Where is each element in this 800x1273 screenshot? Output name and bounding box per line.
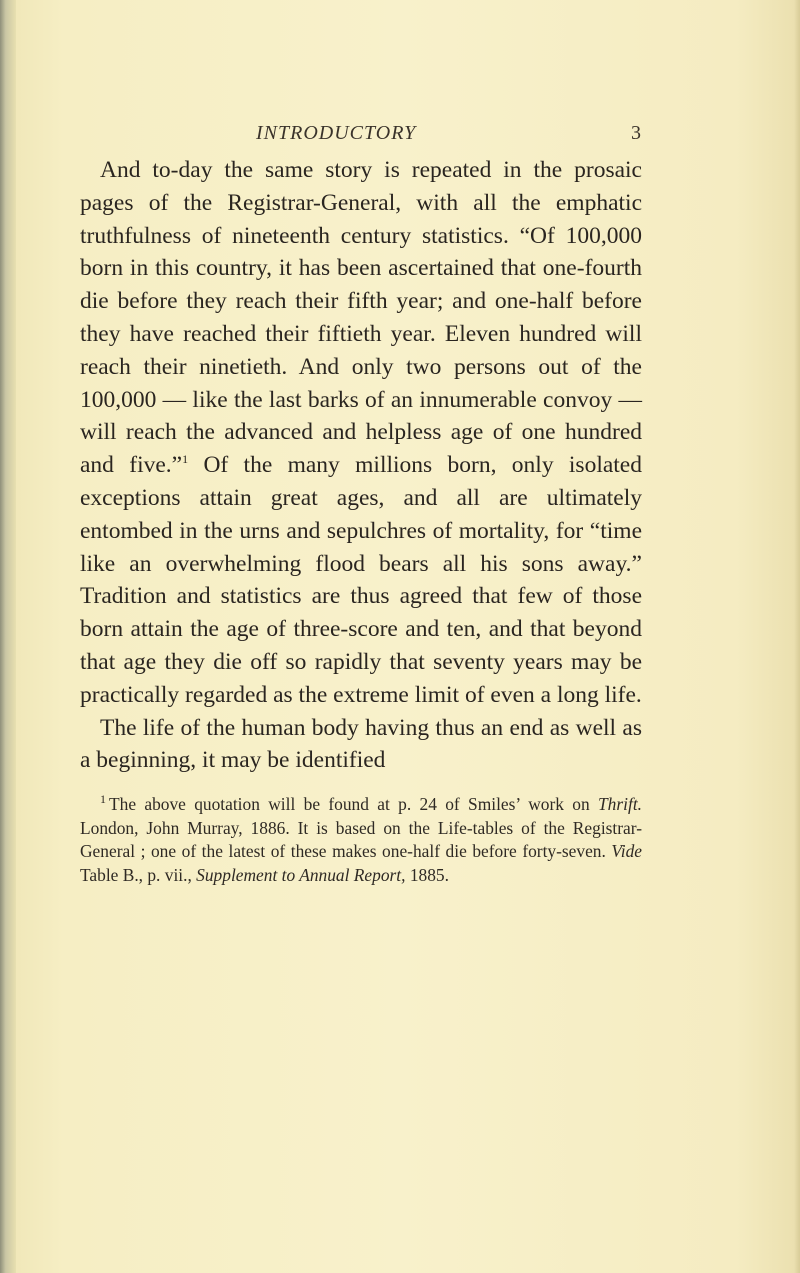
footnote-title-supplement: Supplement to Annual Report, xyxy=(196,864,406,885)
body-text xyxy=(80,154,642,777)
paragraph-2 xyxy=(80,712,642,778)
book-page xyxy=(80,118,642,887)
footnote-text-3: Table B., p. vii., xyxy=(80,864,197,885)
footnote-vide: Vide xyxy=(611,841,642,862)
footnote-1 xyxy=(80,793,642,887)
footnote-mark: 1 xyxy=(100,792,106,807)
paragraph-2-text: The life of the human body having thus an end as well as a beginning, it may be identified xyxy=(80,714,642,774)
footnote-text-2: London, John Murray, 1886. It is based on the Life-tables of the Registrar-General ; one of the latest of these makes one-half die before forty-seven. xyxy=(80,817,642,862)
footnotes xyxy=(80,793,642,887)
footnote-text-1: The above quotation will be found at p. 24 of Smiles’ work on xyxy=(109,794,599,815)
page-number: 3 xyxy=(631,122,642,144)
page-right-edge xyxy=(794,0,800,1273)
paragraph-1 xyxy=(80,154,642,712)
footnote-reference: 1 xyxy=(182,452,189,467)
footnote-title-thrift: Thrift. xyxy=(598,794,642,815)
running-head-title: INTRODUCTORY xyxy=(256,122,417,144)
footnote-text-4: 1885. xyxy=(405,864,449,885)
paragraph-1-text-b: Of the many millions born, only isolated exceptions attain great ages, and all are ultimately entombed in the urns and sepulchres of mortality, for “time like an overwhelming flood bears all his sons away.” Tradition and statistics are thus agreed that few of those born attain the age of three-score and ten, and that beyond that age they die off so rapidly that seventy years may be practically regarded as the extreme limit of even a long life. xyxy=(80,452,642,708)
running-head xyxy=(80,118,642,152)
paragraph-1-text-a: And to-day the same story is repeated in the prosaic pages of the Registrar-General, with all the emphatic truthfulness of nineteenth century statistics. “Of 100,000 born in this country, it has been ascertained that one-fourth die before they reach their fifth year; and one-half before they have reached their fiftieth year. Eleven hundred will reach their ninetieth. And only two persons out of the 100,000 — like the last barks of an innumerable convoy — will reach the advanced and helpless age of one hundred and five.” xyxy=(80,157,642,479)
page-gutter-shadow xyxy=(0,0,16,1273)
